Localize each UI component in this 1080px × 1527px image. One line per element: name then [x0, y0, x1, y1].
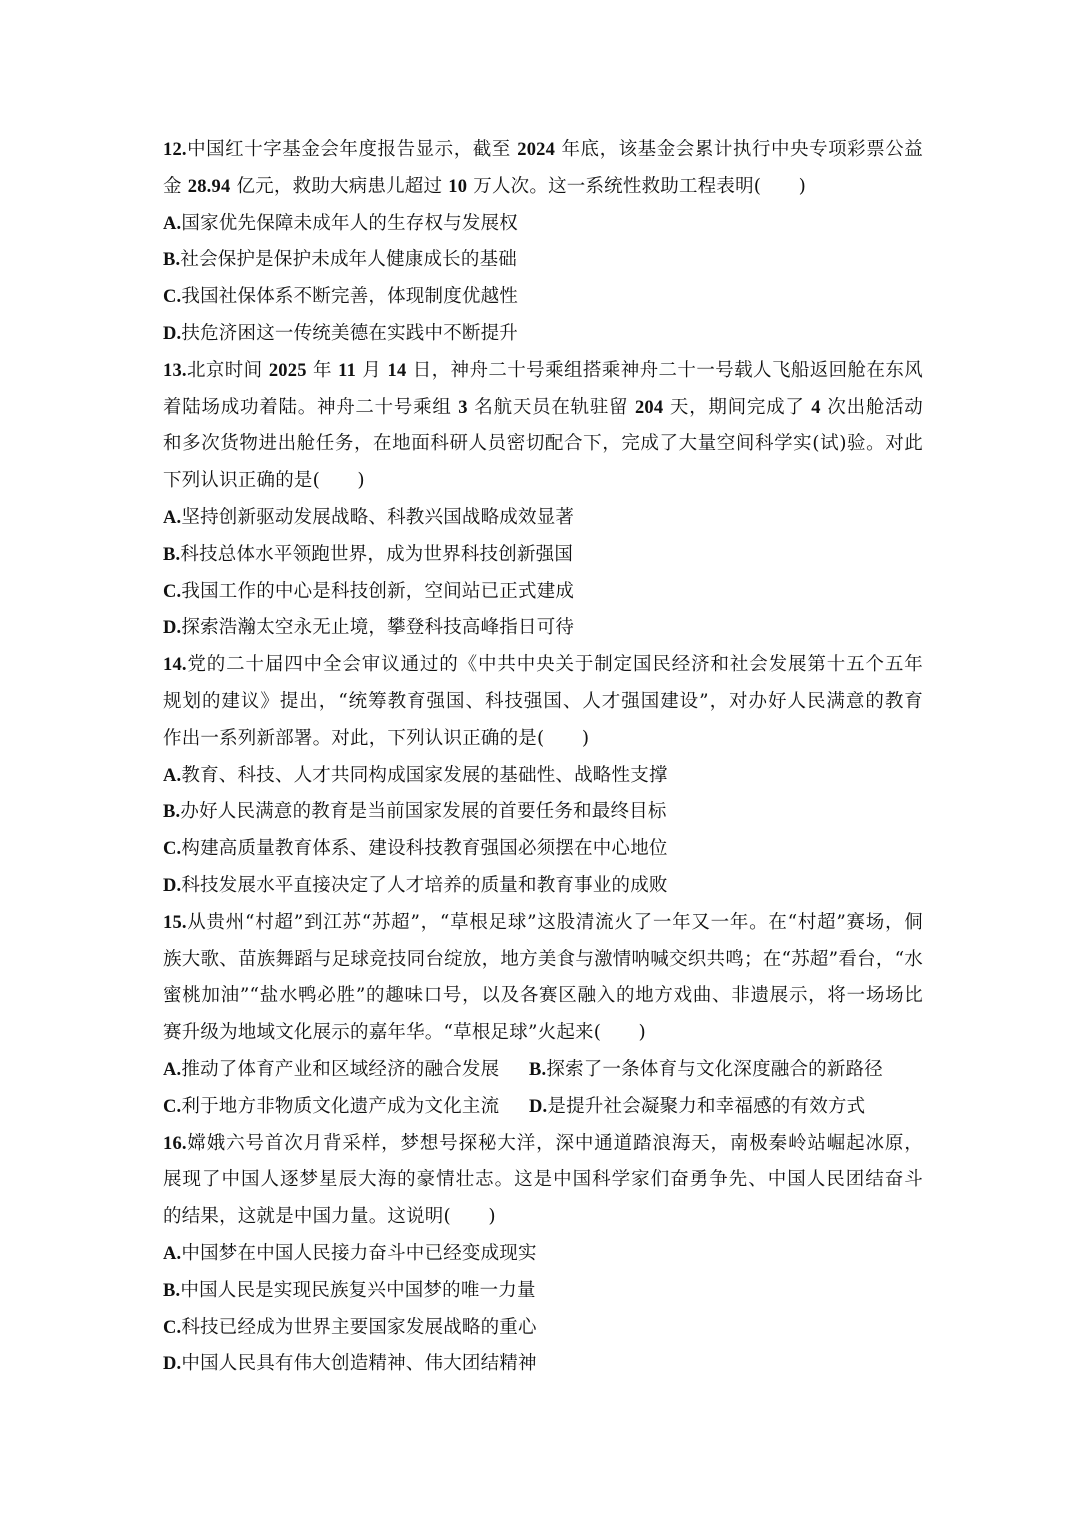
- stem-text: 蜜桃加油”“盐水鸭必胜”的趣味口号，以及各赛区融入的地方戏曲、非遗展示，将一场场比: [163, 985, 923, 1007]
- stem-text: 展现了中国人逐梦星辰大海的豪情壮志。这是中国科学家们奋勇争先、中国人民团结奋斗: [163, 1169, 923, 1191]
- stem-text: 赛升级为地域文化展示的嘉年华。“草根足球”火起来( ): [163, 1022, 646, 1044]
- option-text: 扶危济困这一传统美德在实践中不断提升: [181, 322, 518, 344]
- option-text: 科技发展水平直接决定了人才培养的质量和教育事业的成败: [181, 874, 668, 896]
- question-stem-line: [163, 463, 923, 500]
- option-key: C.: [163, 839, 182, 860]
- option-key: B.: [529, 1059, 547, 1080]
- question-number: 15.: [163, 912, 187, 933]
- option-c[interactable]: [163, 1089, 529, 1126]
- stem-text: 作出一系列新部署。对此，下列认识正确的是( ): [163, 727, 590, 749]
- question-stem-line: [163, 1126, 923, 1163]
- question-12: [163, 132, 923, 353]
- option-text: 我国工作的中心是科技创新，空间站已正式建成: [181, 580, 575, 602]
- option-text: 科技总体水平领跑世界，成为世界科技创新强国: [180, 543, 574, 565]
- option-text: 科技已经成为世界主要国家发展战略的重心: [181, 1316, 537, 1338]
- option-text: 构建高质量教育体系、建设科技教育强国必须摆在中心地位: [181, 838, 668, 860]
- option-key: D.: [163, 323, 182, 344]
- option-key: A.: [163, 1243, 182, 1264]
- option-c[interactable]: [163, 831, 923, 868]
- question-number: 14.: [163, 655, 187, 676]
- option-text: 是提升社会凝聚力和幸福感的有效方式: [547, 1095, 866, 1117]
- question-stem-line: [163, 426, 923, 463]
- option-a[interactable]: [163, 1236, 923, 1273]
- question-stem-line: [163, 169, 923, 206]
- question-list: [163, 132, 923, 1383]
- option-d[interactable]: [529, 1089, 865, 1126]
- option-key: A.: [163, 1059, 182, 1080]
- option-key: A.: [163, 507, 182, 528]
- question-13: [163, 353, 923, 647]
- question-stem-line: [163, 905, 923, 942]
- option-d[interactable]: [163, 1346, 923, 1383]
- option-b[interactable]: [163, 537, 923, 574]
- stem-text: 从贵州“村超”到江苏“苏超”，“草根足球”这股清流火了一年又一年。在“村超”赛场，侗: [186, 911, 923, 933]
- stem-text: 族大歌、苗族舞蹈与足球竞技同台绽放，地方美食与激情呐喊交织共鸣；在“苏超”看台，“水: [163, 948, 923, 970]
- stem-text: 党的二十届四中全会审议通过的《中共中央关于制定国民经济和社会发展第十五个五年: [186, 654, 923, 676]
- option-d[interactable]: [163, 610, 923, 647]
- option-key: A.: [163, 765, 182, 786]
- option-text: 探索浩瀚太空永无止境，攀登科技高峰指日可待: [181, 617, 575, 639]
- option-key: B.: [163, 250, 181, 271]
- option-d[interactable]: [163, 316, 923, 353]
- question-number: 16.: [163, 1133, 187, 1154]
- option-a[interactable]: [163, 206, 923, 243]
- stem-text: 的结果，这就是中国力量。这说明( ): [163, 1206, 496, 1228]
- question-stem-line: [163, 684, 923, 721]
- question-stem-line: [163, 390, 923, 427]
- option-d[interactable]: [163, 868, 923, 905]
- option-key: A.: [163, 213, 182, 234]
- option-a[interactable]: [163, 500, 923, 537]
- option-key: D.: [163, 875, 182, 896]
- option-key: D.: [163, 1354, 182, 1375]
- question-stem-line: [163, 132, 923, 169]
- option-text: 推动了体育产业和区域经济的融合发展: [181, 1058, 500, 1080]
- option-b[interactable]: [163, 794, 923, 831]
- option-text: 中国人民是实现民族复兴中国梦的唯一力量: [180, 1279, 536, 1301]
- option-text: 利于地方非物质文化遗产成为文化主流: [181, 1095, 500, 1117]
- option-text: 教育、科技、人才共同构成国家发展的基础性、战略性支撑: [181, 764, 668, 786]
- question-stem-line: [163, 942, 923, 979]
- stem-text: 着陆场成功着陆。神舟二十号乘组 3 名航天员在轨驻留 204 天，期间完成了 4 次出舱活动: [163, 396, 923, 418]
- option-text: 办好人民满意的教育是当前国家发展的首要任务和最终目标: [180, 801, 667, 823]
- question-14: [163, 647, 923, 905]
- option-key: C.: [163, 1317, 182, 1338]
- option-b[interactable]: [529, 1052, 883, 1089]
- option-key: B.: [163, 544, 181, 565]
- stem-text: 金 28.94 亿元，救助大病患儿超过 10 万人次。这一系统性救助工程表明( ): [163, 175, 807, 197]
- option-b[interactable]: [163, 1273, 923, 1310]
- option-key: C.: [163, 287, 182, 308]
- option-c[interactable]: [163, 1310, 923, 1347]
- stem-text: 中国红十字基金会年度报告显示，截至 2024 年底，该基金会累计执行中央专项彩票公益: [186, 139, 923, 160]
- option-key: D.: [529, 1096, 548, 1117]
- option-text: 我国社保体系不断完善，体现制度优越性: [181, 286, 518, 308]
- question-stem-line: [163, 721, 923, 758]
- question-stem-line: [163, 1199, 923, 1236]
- option-key: B.: [163, 1280, 181, 1301]
- option-text: 社会保护是保护未成年人健康成长的基础: [180, 249, 517, 271]
- option-text: 中国人民具有伟大创造精神、伟大团结精神: [181, 1353, 537, 1375]
- option-text: 国家优先保障未成年人的生存权与发展权: [181, 212, 518, 234]
- question-15: [163, 905, 923, 1126]
- option-text: 探索了一条体育与文化深度融合的新路径: [546, 1058, 883, 1080]
- option-row: [163, 1089, 923, 1126]
- option-key: B.: [163, 802, 181, 823]
- option-c[interactable]: [163, 279, 923, 316]
- stem-text: 和多次货物进出舱任务，在地面科研人员密切配合下，完成了大量空间科学实(试)验。对此: [163, 433, 923, 455]
- option-key: C.: [163, 581, 182, 602]
- option-text: 中国梦在中国人民接力奋斗中已经变成现实: [181, 1242, 537, 1264]
- question-16: [163, 1126, 923, 1384]
- stem-text: 规划的建议》提出，“统筹教育强国、科技强国、人才强国建设”，对办好人民满意的教育: [163, 690, 923, 712]
- question-number: 12.: [163, 140, 187, 160]
- question-number: 13.: [163, 360, 187, 381]
- option-key: D.: [163, 618, 182, 639]
- option-row: [163, 1052, 923, 1089]
- option-c[interactable]: [163, 574, 923, 611]
- option-b[interactable]: [163, 242, 923, 279]
- stem-text: 北京时间 2025 年 11 月 14 日，神舟二十号乘组搭乘神舟二十一号载人飞船返回舱在东风: [186, 359, 923, 381]
- option-a[interactable]: [163, 758, 923, 795]
- question-stem-line: [163, 353, 923, 390]
- option-a[interactable]: [163, 1052, 529, 1089]
- question-stem-line: [163, 1015, 923, 1052]
- question-stem-line: [163, 647, 923, 684]
- stem-text: 嫦娥六号首次月背采样，梦想号探秘大洋，深中通道踏浪海天，南极秦岭站崛起冰原，: [186, 1132, 923, 1154]
- stem-text: 下列认识正确的是( ): [163, 470, 365, 492]
- option-text: 坚持创新驱动发展战略、科教兴国战略成效显著: [181, 506, 575, 528]
- question-stem-line: [163, 1162, 923, 1199]
- question-stem-line: [163, 978, 923, 1015]
- option-key: C.: [163, 1096, 182, 1117]
